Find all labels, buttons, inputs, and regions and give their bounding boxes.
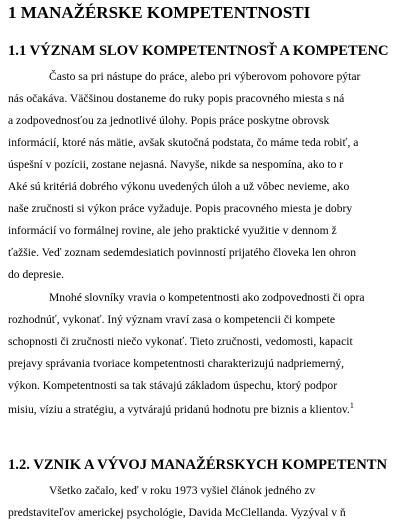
paragraph-line: úspešní v pozícii, zostane nejasná. Navyše, nikde sa nespomína, ako to r [8,158,344,171]
paragraph-line: Často sa pri nástupe do práce, alebo pri výberovom pohovore pýtar [49,70,361,83]
section-heading-1-2: 1.2. VZNIK A VÝVOJ MANAŽÉRSKYCH KOMPETENTN [8,457,388,473]
paragraph-line: schopnosti či zručnosti niečo vykonať. Tieto zručnosti, vedomosti, kapacit [8,335,353,348]
paragraph-line: Mnohé slovníky vravia o kompetentnosti ako zodpovednosti či opra [49,291,365,304]
paragraph-line: a zodpovednosťou za jednotlivé úlohy. Popis práce poskytne obrovsk [8,114,330,127]
paragraph-line: Všetko začalo, keď v roku 1973 vyšiel článok jedného zv [49,484,316,497]
paragraph-line: rozhodnúť, vykonať. Iný význam vraví zasa o kompetencii či kompete [8,313,336,326]
paragraph-line: prejavy správania tvoriace kompetentnosti charakterizujú nadpriemerný, [8,357,345,370]
chapter-title: 1 MANAŽÉRSKE KOMPETENTNOSTI [8,3,311,22]
paragraph-line [8,402,354,416]
paragraph-line: nás očakáva. Väčšinou dostaneme do ruky popis pracovného miesta s ná [8,92,345,105]
paragraph-line: do depresie. [8,268,65,281]
paragraph-line: výkon. Kompetentnosti sa tak stávajú základom úspechu, ktorý podpor [8,379,338,392]
paragraph-line: predstaviteľov americkej psychológie, Davida McClellanda. Vyzýval v ň [8,506,346,519]
paragraph-line-text: misiu, víziu a stratégiu, a vytvárajú pridanú hodnotu pre biznis a klientov. [8,403,350,416]
footnote-reference: 1 [349,401,354,410]
paragraph-line: naše zručnosti si výkon práce vyžaduje. Popis pracovného miesta je dobry [8,202,353,215]
paragraph-line: informácií, ktoré nás mätie, avšak skutočná podstata, čo máme teda robiť, a [8,136,359,149]
section-heading-1-1: 1.1 VÝZNAM SLOV KOMPETENTNOSŤ A KOMPETENC [8,43,389,59]
paragraph-line: informácií vo formálnej rovine, ale jeho praktické využitie v dennom ž [8,224,337,237]
paragraph-line: Aké sú kritériá dobrého výkonu uvedených úloh a už vôbec nevieme, ako [8,180,350,193]
paragraph-line: ťažšie. Veď zoznam sedemdesiatich povinností prijatého človeka len ohron [8,246,357,259]
